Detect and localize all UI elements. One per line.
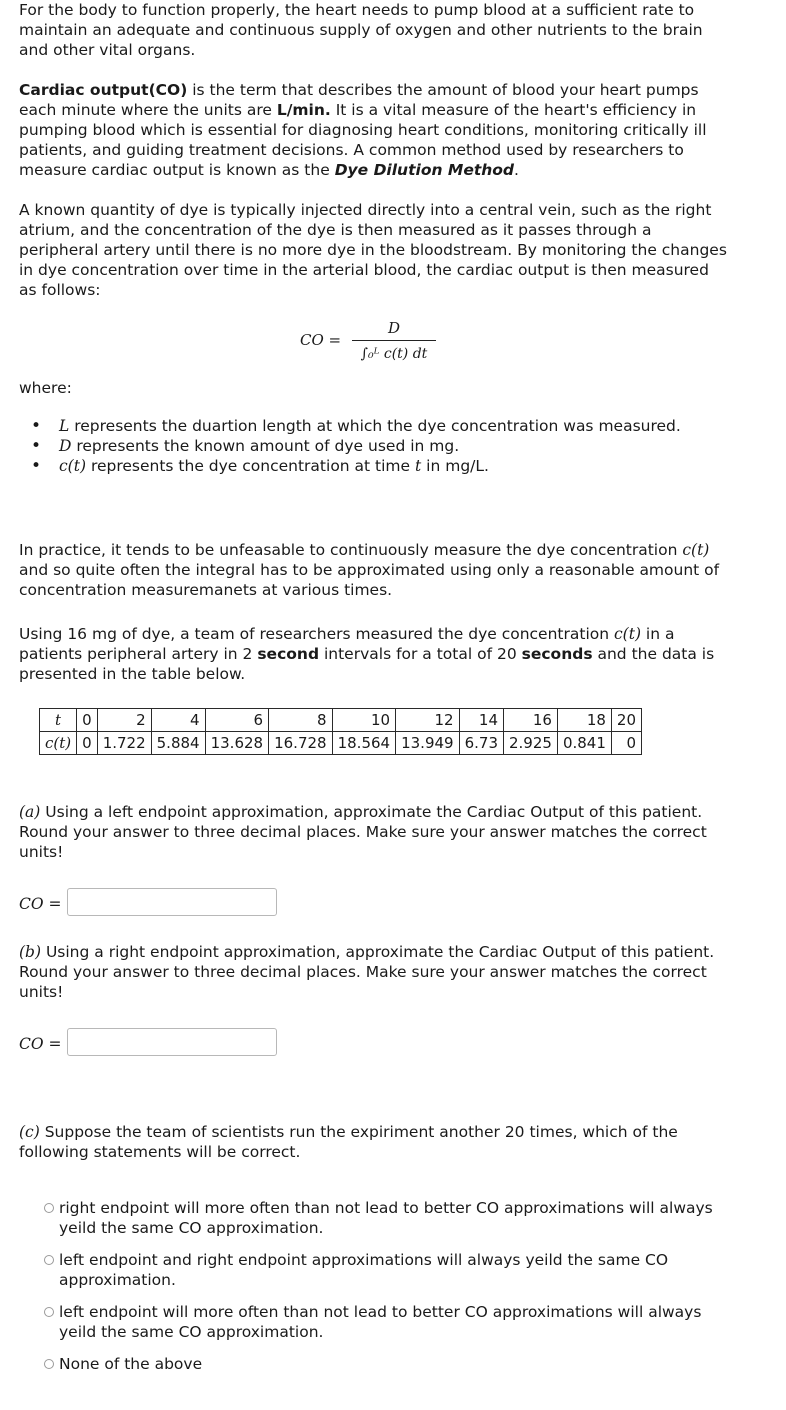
- table-cell: 16.728: [269, 732, 333, 755]
- table-cell: 20: [611, 709, 641, 732]
- list-item: [19, 416, 739, 436]
- table-cell: 14: [459, 709, 503, 732]
- formula-fraction: [352, 318, 436, 364]
- table-cell: 6: [205, 709, 269, 732]
- definition-text: represents the duartion length at which the dye concentration was measured.: [69, 417, 681, 435]
- symbol-t: t: [415, 457, 422, 475]
- option-left-endpoint[interactable]: [44, 1302, 724, 1342]
- table-cell: 13.949: [396, 732, 460, 755]
- part-b-answer-input[interactable]: [67, 1028, 277, 1056]
- symbol-L: L: [59, 417, 70, 435]
- formula-lhs: CO =: [300, 331, 342, 349]
- dye-paragraph: [19, 200, 729, 300]
- intro-text: For the body to function properly, the heart needs to pump blood at a sufficient rate to maintain an adequate and continuous supply of oxygen and other nutrients to the brain and other vital organs.: [19, 1, 703, 59]
- table-cell: 0: [77, 709, 98, 732]
- symbol-ct: c(t): [682, 541, 710, 559]
- part-a-question: [19, 802, 729, 862]
- option-label: left endpoint will more often than not lead to better CO approximations will always yeild the same CO approximation.: [59, 1303, 702, 1341]
- unit-second: second: [257, 645, 320, 663]
- formula-denominator: ∫₀ᴸ c(t) dt: [360, 346, 428, 362]
- part-a-answer-input[interactable]: [67, 888, 277, 916]
- table-cell: 10: [332, 709, 396, 732]
- table-row: [40, 732, 642, 755]
- unit-seconds: seconds: [521, 645, 593, 663]
- table-cell: 5.884: [151, 732, 205, 755]
- co-label: CO =: [19, 895, 62, 913]
- table-cell: 2: [97, 709, 151, 732]
- option-label: None of the above: [59, 1355, 203, 1373]
- part-a-label: (a): [19, 803, 41, 821]
- setup-paragraph: [19, 624, 729, 684]
- definition-text: represents the dye concentration at time: [86, 457, 415, 475]
- table-cell: 4: [151, 709, 205, 732]
- list-item: [19, 456, 739, 476]
- table-cell: 16: [504, 709, 558, 732]
- where-label: where:: [19, 379, 72, 397]
- symbol-D: D: [59, 437, 72, 455]
- part-a-text: Using a left endpoint approximation, approximate the Cardiac Output of this patient. Round your answer to three decimal places. Make sure your answer matches the correct units!: [19, 803, 707, 861]
- setup-text-a: Using 16 mg of dye, a team of researchers measured the dye concentration: [19, 625, 614, 643]
- practice-text-a: In practice, it tends to be unfeasable to continuously measure the dye concentration: [19, 541, 683, 559]
- option-right-endpoint[interactable]: [44, 1198, 724, 1238]
- table-row: [40, 709, 642, 732]
- cardiac-output-text-b: It is a vital measure of the heart's efficiency in pumping blood which is essential for diagnosing heart conditions, monitoring critically ill patients, and guiding treatment decisions. A common method used by researchers to measure cardiac output is known as the: [19, 101, 707, 179]
- intro-paragraph: [19, 0, 729, 60]
- table-cell: 1.722: [97, 732, 151, 755]
- table-cell: 0: [77, 732, 98, 755]
- definitions-list: [19, 416, 739, 476]
- definition-text: in mg/L.: [421, 457, 489, 475]
- table-cell: 12: [396, 709, 460, 732]
- radio-button[interactable]: [44, 1255, 54, 1265]
- cardiac-output-paragraph: [19, 80, 729, 180]
- part-b-label: (b): [19, 943, 42, 961]
- cardiac-output-term: Cardiac output(CO): [19, 81, 188, 99]
- setup-text-c: intervals for a total of 20: [319, 645, 522, 663]
- table-cell: 6.73: [459, 732, 503, 755]
- radio-button[interactable]: [44, 1307, 54, 1317]
- part-c-options: [44, 1198, 724, 1386]
- setup-text-d: and the data is presented in the table below.: [19, 645, 715, 683]
- table-cell: 0.841: [557, 732, 611, 755]
- option-none[interactable]: [44, 1354, 724, 1374]
- option-label: left endpoint and right endpoint approximations will always yeild the same CO approximation.: [59, 1251, 669, 1289]
- option-both-same[interactable]: [44, 1250, 724, 1290]
- part-b-question: [19, 942, 729, 1002]
- formula-numerator: D: [387, 319, 401, 337]
- units-term: L/min.: [276, 101, 331, 119]
- setup-text-b: in a patients peripheral artery in 2: [19, 625, 675, 663]
- fraction-bar: [352, 340, 436, 341]
- table-cell: 0: [611, 732, 641, 755]
- table-cell: 18: [557, 709, 611, 732]
- radio-button[interactable]: [44, 1203, 54, 1213]
- period: .: [514, 161, 519, 179]
- symbol-ct: c(t): [613, 625, 641, 643]
- part-c-label: (c): [19, 1123, 40, 1141]
- practice-text-b: and so quite often the integral has to be approximated using only a reasonable amount of concentration measuremanets at various times.: [19, 561, 720, 599]
- option-label: right endpoint will more often than not lead to better CO approximations will always yeild the same CO approximation.: [59, 1199, 713, 1237]
- cardiac-output-text-a: is the term that describes the amount of blood your heart pumps each minute where the units are: [19, 81, 699, 119]
- practice-paragraph: [19, 540, 729, 600]
- table-cell: 8: [269, 709, 333, 732]
- table-cell: 2.925: [504, 732, 558, 755]
- part-c-question: [19, 1122, 729, 1162]
- part-c-text: Suppose the team of scientists run the expiriment another 20 times, which of the following statements will be correct.: [19, 1123, 678, 1161]
- method-term: Dye Dilution Method: [334, 161, 515, 179]
- definition-text: represents the known amount of dye used in mg.: [71, 437, 460, 455]
- concentration-table: [39, 708, 642, 755]
- table-cell: 13.628: [205, 732, 269, 755]
- row-header-t: t: [40, 709, 77, 732]
- row-header-ct: c(t): [40, 732, 77, 755]
- radio-button[interactable]: [44, 1359, 54, 1369]
- symbol-ct: c(t): [59, 457, 87, 475]
- dye-text: A known quantity of dye is typically injected directly into a central vein, such as the right atrium, and the concentration of the dye is then measured as it passes through a peripheral artery until there is no more dye in the bloodstream. By monitoring the changes in dye concentration over time in the arterial blood, the cardiac output is then measured as follows:: [19, 201, 727, 299]
- co-label: CO =: [19, 1035, 62, 1053]
- part-b-text: Using a right endpoint approximation, approximate the Cardiac Output of this patient. Round your answer to three decimal places. Make sure your answer matches the correct units!: [19, 943, 715, 1001]
- list-item: [19, 436, 739, 456]
- table-cell: 18.564: [332, 732, 396, 755]
